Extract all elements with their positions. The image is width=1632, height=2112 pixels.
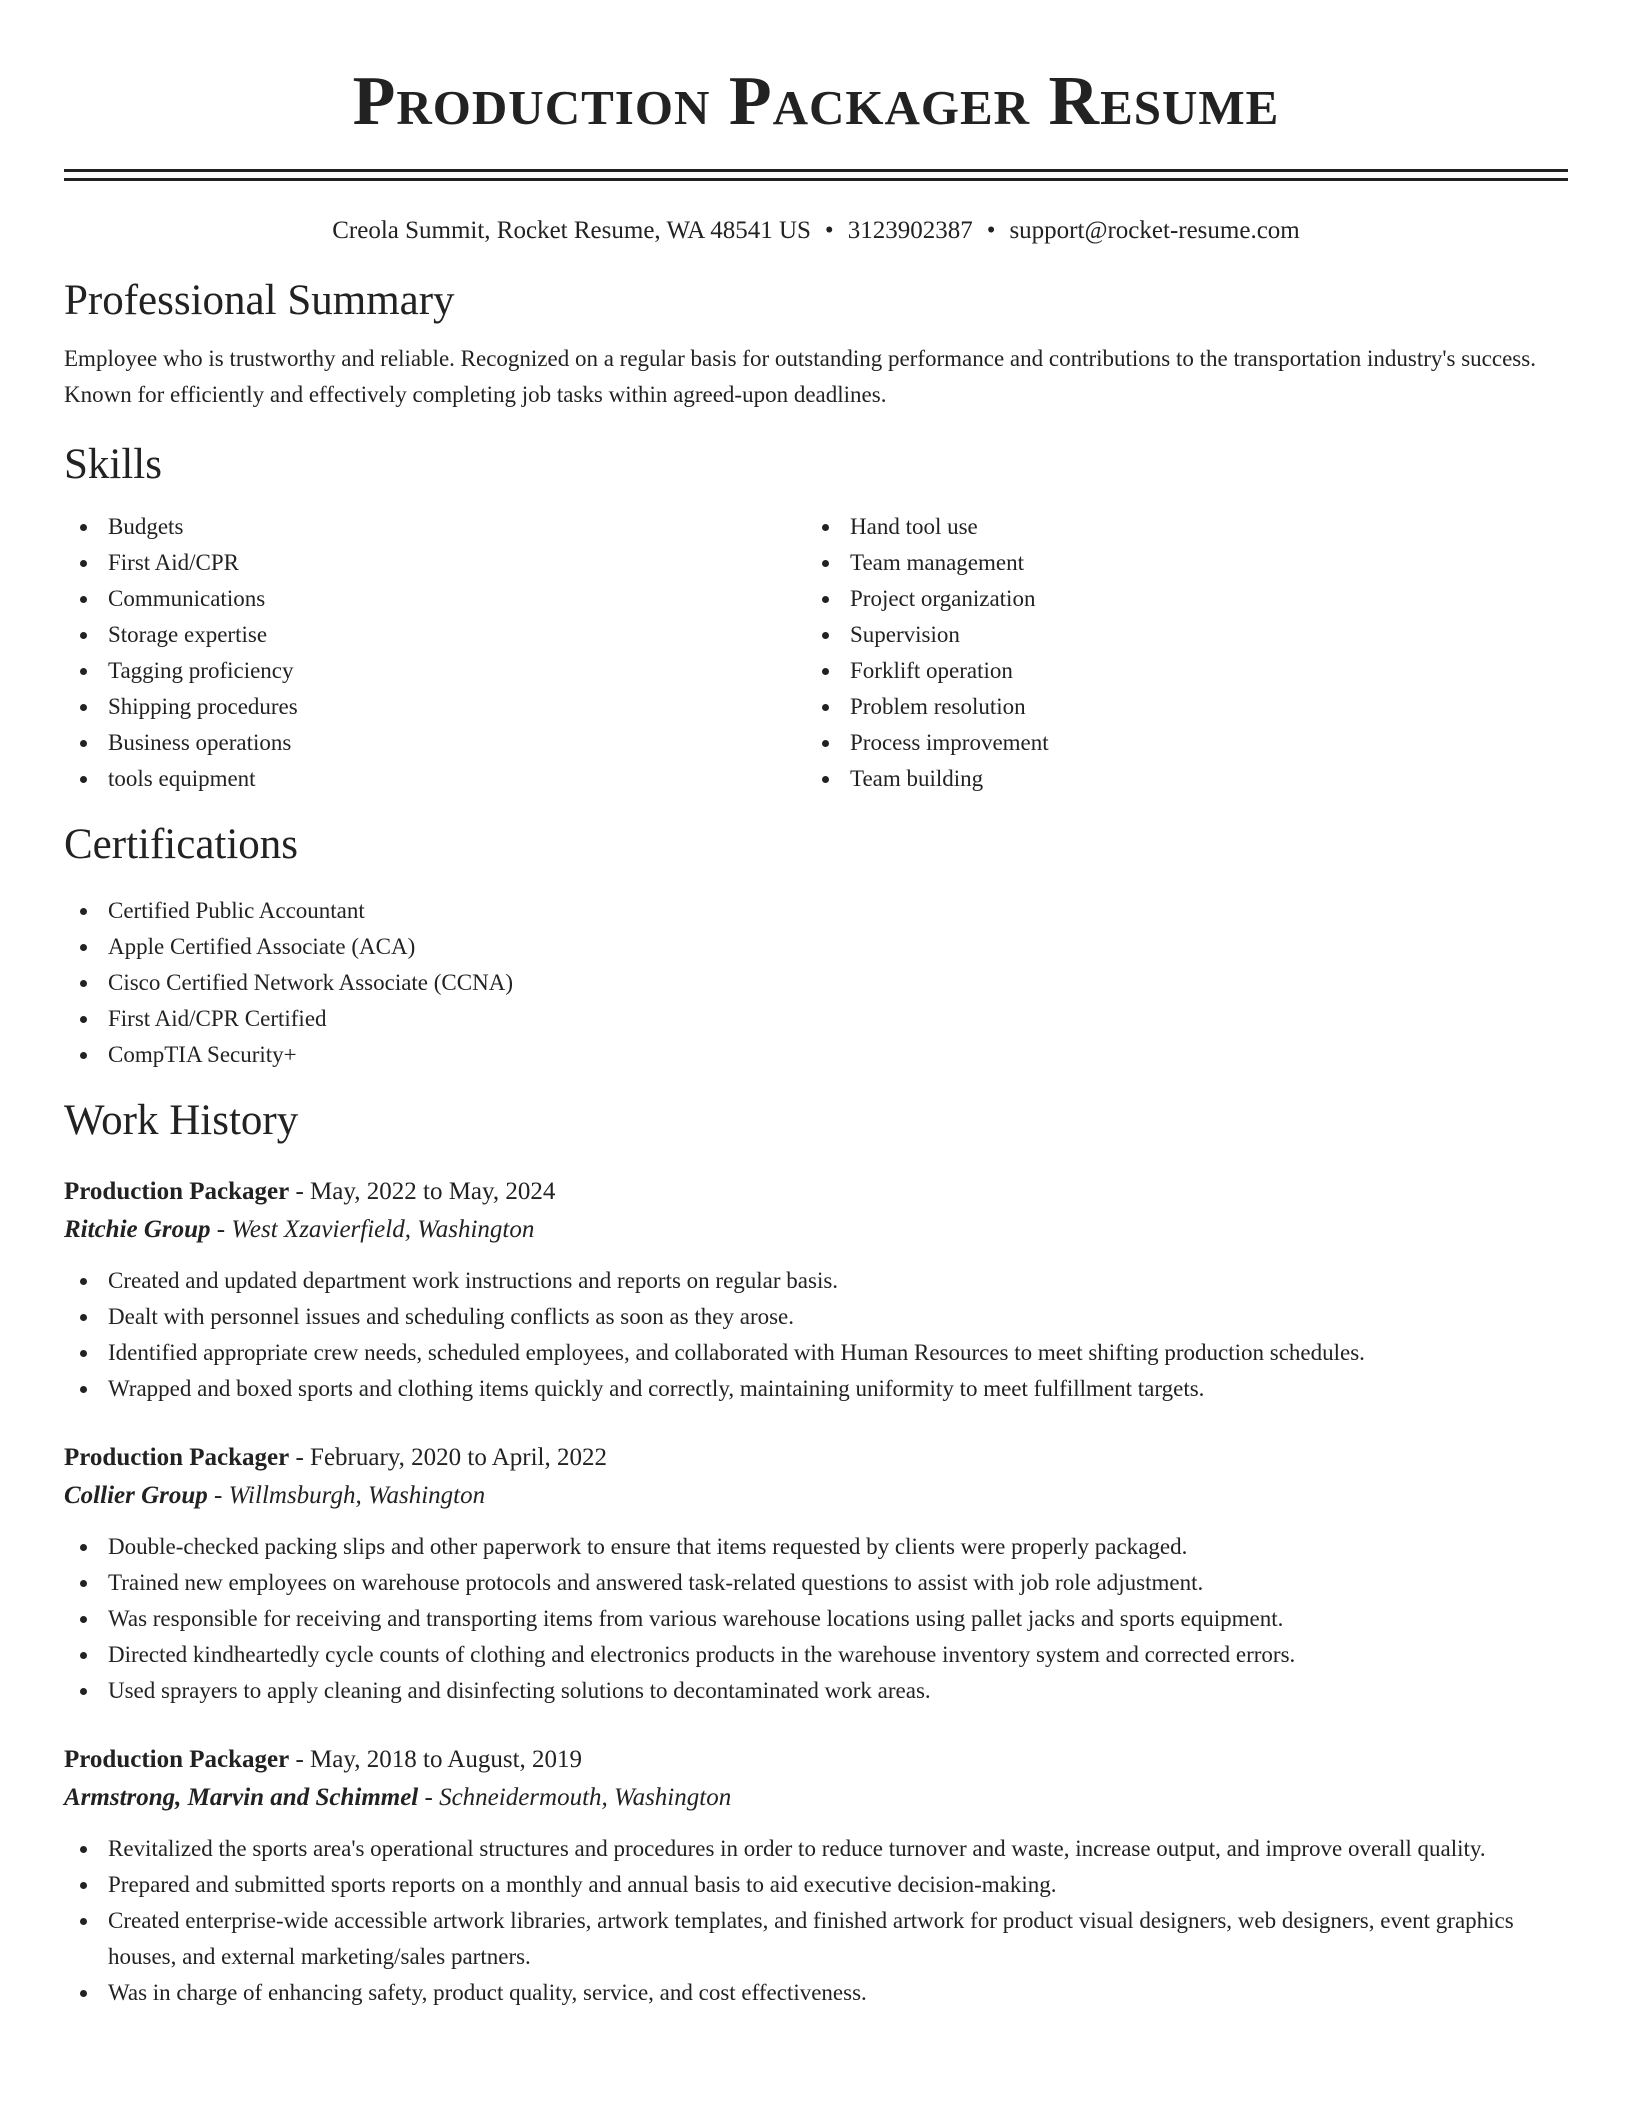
skill-item: Storage expertise [64,617,806,653]
job-entry [64,1173,1568,1407]
summary-heading: Professional Summary [64,277,455,324]
job-bullet: Directed kindheartedly cycle counts of clothing and electronics products in the warehouse inventory system and corrected errors. [64,1637,1568,1673]
job-bullet: Double-checked packing slips and other paperwork to ensure that items requested by clients were properly packaged. [64,1529,1568,1565]
job-bullet: Created and updated department work instructions and reports on regular basis. [64,1263,1568,1299]
job-bullet: Trained new employees on warehouse protocols and answered task-related questions to assist with job role adjustment. [64,1565,1568,1601]
job-bullet: Revitalized the sports area's operational structures and procedures in order to reduce turnover and waste, increase output, and improve overall quality. [64,1831,1568,1867]
skills-column-left [64,509,806,797]
job-bullet: Wrapped and boxed sports and clothing items quickly and correctly, maintaining uniformity to meet fulfillment targets. [64,1371,1568,1407]
job-bullets [64,1529,1568,1709]
skill-item: Project organization [806,581,1548,617]
company-line [64,1779,1568,1817]
company-name: Armstrong, Marvin and Schimmel [64,1784,419,1811]
job-dates: - May, 2022 to May, 2024 [295,1178,556,1205]
job-entry [64,1439,1568,1709]
skill-item: Process improvement [806,725,1548,761]
skill-item: tools equipment [64,761,806,797]
summary-section [64,275,1568,413]
job-title-line [64,1741,1568,1779]
job-title: Production Packager [64,1444,290,1471]
certifications-heading: Certifications [64,821,299,868]
page-title: Production Packager Resume [352,63,1280,140]
company-name: Ritchie Group [64,1216,211,1243]
skill-item: Business operations [64,725,806,761]
certification-item: Apple Certified Associate (ACA) [64,929,1568,965]
title-divider-bottom [64,178,1568,181]
company-location: - West Xzavierfield, Washington [216,1216,535,1243]
certification-item: Cisco Certified Network Associate (CCNA) [64,965,1568,1001]
job-entry [64,1741,1568,2011]
job-title: Production Packager [64,1746,290,1773]
job-dates: - May, 2018 to August, 2019 [295,1746,583,1773]
skills-section [64,439,1568,797]
job-bullet: Dealt with personnel issues and scheduling conflicts as soon as they arose. [64,1299,1568,1335]
job-bullet: Used sprayers to apply cleaning and disinfecting solutions to decontaminated work areas. [64,1673,1568,1709]
job-title-line [64,1173,1568,1211]
certification-item: First Aid/CPR Certified [64,1001,1568,1037]
job-bullets [64,1831,1568,2011]
work-history-heading: Work History [64,1097,299,1144]
company-location: - Willmsburgh, Washington [214,1482,486,1509]
work-history-section [64,1095,1568,2011]
skill-item: Shipping procedures [64,689,806,725]
skill-item: Hand tool use [806,509,1548,545]
company-location: - Schneidermouth, Washington [424,1784,732,1811]
job-bullet: Created enterprise-wide accessible artwork libraries, artwork templates, and finished artwork for product visual designers, web designers, event graphics houses, and external marketing/sales partners. [64,1903,1568,1975]
company-line [64,1211,1568,1249]
certifications-list [64,893,1568,1073]
contact-email: support@rocket-resume.com [1009,217,1300,244]
job-bullet: Prepared and submitted sports reports on a monthly and annual basis to aid executive decision-making. [64,1867,1568,1903]
certifications-section [64,819,1568,1073]
summary-text: Employee who is trustworthy and reliable. Recognized on a regular basis for outstanding performance and contributions to the transportation industry's success. Known for efficiently and effectively completing job tasks within agreed-upon deadlines. [64,346,1536,407]
company-name: Collier Group [64,1482,208,1509]
skill-item: Team management [806,545,1548,581]
skill-item: Tagging proficiency [64,653,806,689]
company-line [64,1477,1568,1515]
skill-item: Supervision [806,617,1548,653]
job-bullet: Was responsible for receiving and transporting items from various warehouse locations using pallet jacks and sports equipment. [64,1601,1568,1637]
skill-item: First Aid/CPR [64,545,806,581]
certification-item: Certified Public Accountant [64,893,1568,929]
contact-separator: • [824,217,834,244]
skill-item: Budgets [64,509,806,545]
title-divider-top [64,169,1568,172]
contact-separator: • [986,217,996,244]
job-title: Production Packager [64,1178,290,1205]
job-bullets [64,1263,1568,1407]
job-dates: - February, 2020 to April, 2022 [295,1444,608,1471]
skill-item: Team building [806,761,1548,797]
job-title-line [64,1439,1568,1477]
skills-column-right [806,509,1548,797]
skill-item: Problem resolution [806,689,1548,725]
job-bullet: Was in charge of enhancing safety, product quality, service, and cost effectiveness. [64,1975,1568,2011]
skill-item: Forklift operation [806,653,1548,689]
contact-line [64,215,1568,247]
skills-grid [64,509,1568,797]
certification-item: CompTIA Security+ [64,1037,1568,1073]
job-bullet: Identified appropriate crew needs, scheduled employees, and collaborated with Human Resources to meet shifting production schedules. [64,1335,1568,1371]
skills-heading: Skills [64,441,162,488]
contact-address: Creola Summit, Rocket Resume, WA 48541 US [332,217,811,244]
contact-phone: 3123902387 [847,217,973,244]
skill-item: Communications [64,581,806,617]
